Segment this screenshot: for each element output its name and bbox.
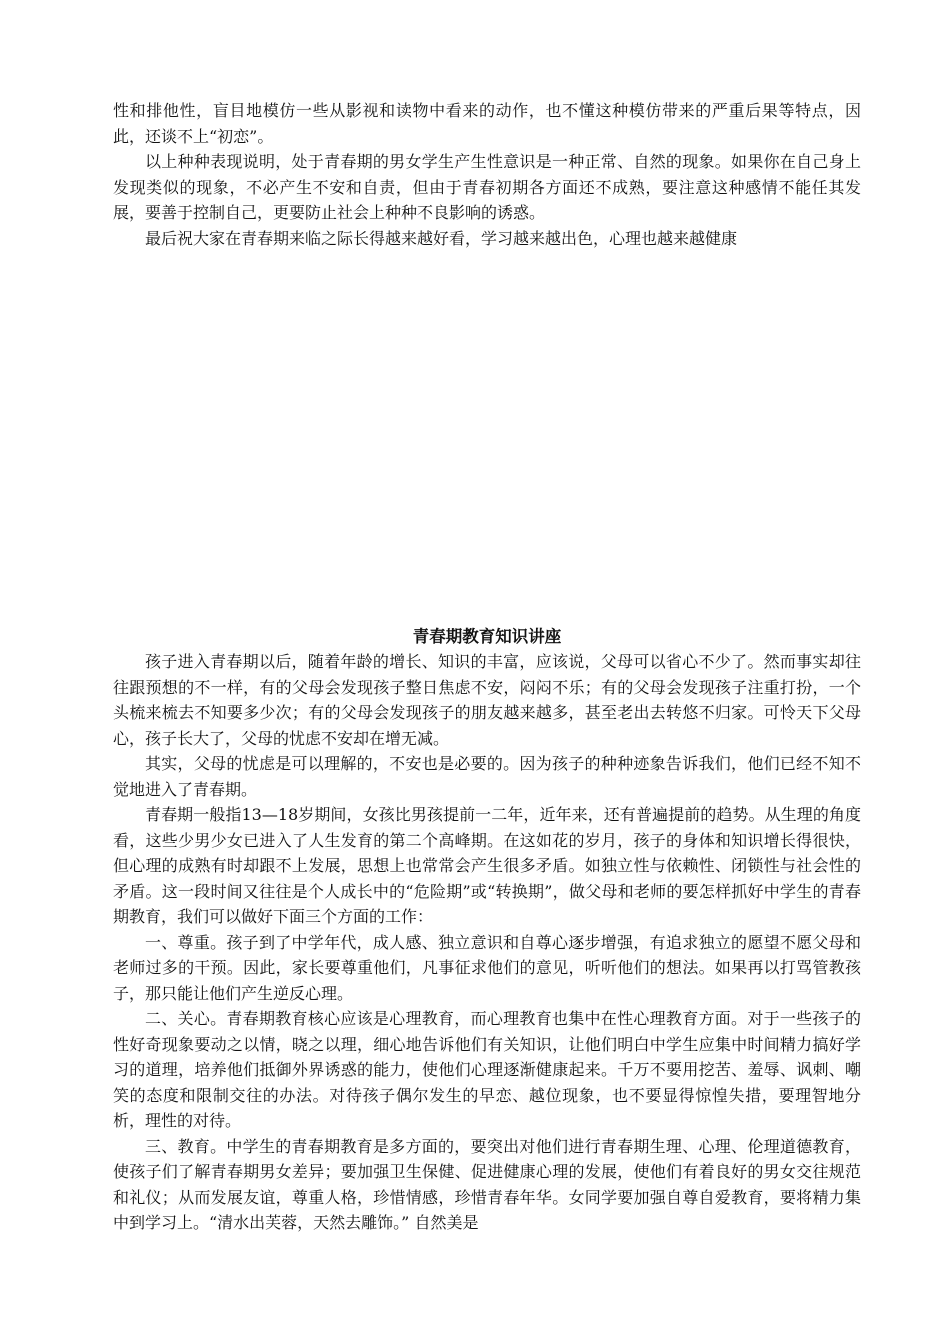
lecture-section (113, 624, 861, 1236)
paragraph-understanding: 其实，父母的忧虑是可以理解的，不安也是必要的。因为孩子的种种迹象告诉我们，他们已经不知不觉地进入了青春期。 (113, 754, 861, 799)
paragraph-definition: 青春期一般指13—18岁期间，女孩比男孩提前一二年，近年来，还有普遍提前的趋势。从生理的角度看，这些少男少女已进入了人生发育的第二个高峰期。在这如花的岁月，孩子的身体和知识增长得很快，但心理的成熟有时却跟不上发展，思想上也常常会产生很多矛盾。如独立性与依赖性、闭锁性与社会性的矛盾。这一段时间又往往是个人成长中的“危险期”或“转换期”，做父母和老师的要怎样抓好中学生的青春期教育，我们可以做好下面三个方面的工作： (113, 805, 861, 926)
paragraph-respect: 一、尊重。孩子到了中学年代，成人感、独立意识和自尊心逐步增强，有追求独立的愿望不愿父母和老师过多的干预。因此，家长要尊重他们，凡事征求他们的意见，听听他们的想法。如果再以打骂管教孩子，那只能让他们产生逆反心理。 (113, 932, 861, 1003)
paragraph-1: 性和排他性，盲目地模仿一些从影视和读物中看来的动作，也不懂这种模仿带来的严重后果等特点，因此，还谈不上“初恋”。 (113, 101, 861, 146)
paragraph-3: 最后祝大家在青春期来临之际长得越来越好看，学习越来越出色，心理也越来越健康 (145, 228, 738, 248)
paragraph-care: 二、关心。青春期教育核心应该是心理教育，而心理教育也集中在性心理教育方面。对于一些孩子的性好奇现象要动之以情，晓之以理，细心地告诉他们有关知识，让他们明白中学生应集中时间精力搞好学习的道理，培养他们抵御外界诱惑的能力，使他们心理逐渐健康起来。千万不要用挖苦、羞辱、讽刺、嘲笑的态度和限制交往的办法。对待孩子偶尔发生的早恋、越位现象，也不要显得惊惶失措，要理智地分析，理性的对待。 (113, 1009, 861, 1130)
paragraph-2: 以上种种表现说明，处于青春期的男女学生产生性意识是一种正常、自然的现象。如果你在自己身上发现类似的现象，不必产生不安和自责，但由于青春初期各方面还不成熟，要注意这种感情不能任其发展，要善于控制自己，更要防止社会上种种不良影响的诱惑。 (113, 152, 861, 222)
section-title: 青春期教育知识讲座 (412, 627, 562, 646)
paragraph-intro: 孩子进入青春期以后，随着年龄的增长、知识的丰富，应该说，父母可以省心不少了。然而事实却往往跟预想的不一样，有的父母会发现孩子整日焦虑不安，闷闷不乐；有的父母会发现孩子注重打扮，一个头梳来梳去不知要多少次；有的父母会发现孩子的朋友越来越多，甚至老出去转悠不归家。可怜天下父母心，孩子长大了，父母的忧虑不安却在增无减。 (113, 652, 861, 748)
paragraph-education: 三、教育。中学生的青春期教育是多方面的，要突出对他们进行青春期生理、心理、伦理道德教育，使孩子们了解青春期男女差异；要加强卫生保健、促进健康心理的发展，使他们有着良好的男女交往规范和礼仪；从而发展友谊，尊重人格，珍惜情感，珍惜青春年华。女同学要加强自尊自爱教育，要将精力集中到学习上。“清水出芙蓉，天然去雕饰。” 自然美是 (113, 1136, 861, 1232)
section-continuation (113, 98, 861, 251)
